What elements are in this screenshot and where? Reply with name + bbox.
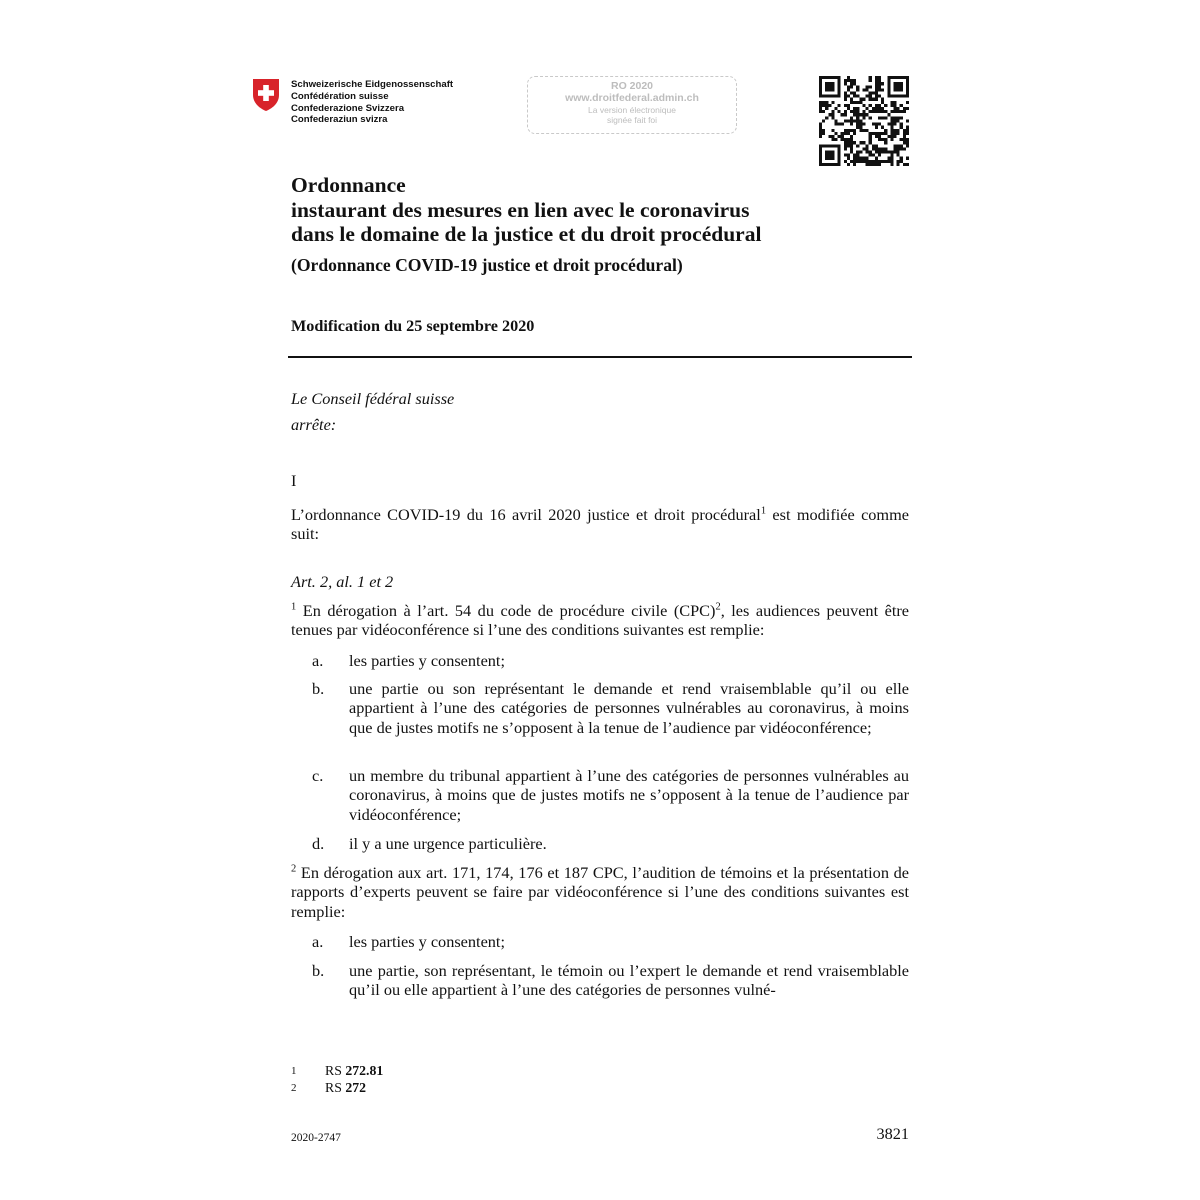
- list-text: les parties y consentent;: [349, 651, 505, 670]
- qr-code-icon: [819, 76, 909, 166]
- paragraph-text: En dérogation aux art. 171, 174, 176 et 187 CPC, l’audition de témoins et la présentation de rapports d’experts peuvent se faire par vidéoconférence si l’une des conditions suivantes est remplie:: [291, 863, 909, 921]
- preamble-authority: Le Conseil fédéral suisse: [291, 389, 455, 408]
- article-heading: Art. 2, al. 1 et 2: [291, 572, 394, 591]
- list-text: un membre du tribunal appartient à l’une des catégories de personnes vulnérables au coronavirus, à moins que de justes motifs ne s’opposent à la tenue de l’audience par vidéoconférence;: [349, 766, 909, 824]
- list-marker: d.: [312, 834, 325, 853]
- list-marker: b.: [312, 679, 325, 698]
- paragraph-1: [291, 601, 909, 640]
- document-title: [291, 173, 761, 247]
- confederation-name-fr: Confédération suisse: [291, 90, 389, 102]
- footnote-prefix: RS: [325, 1080, 346, 1095]
- list-marker: c.: [312, 766, 324, 785]
- intro-text: L’ordonnance COVID-19 du 16 avril 2020 justice et droit procédural: [291, 505, 761, 524]
- list-text: il y a une urgence particulière.: [349, 834, 547, 853]
- header-divider: [288, 356, 912, 358]
- confederation-name-de: Schweizerische Eidgenossenschaft: [291, 79, 454, 90]
- paragraph-number: 1: [291, 601, 297, 613]
- list-marker: b.: [312, 961, 325, 980]
- footnote-text: [325, 1063, 383, 1079]
- intro-text-end: est modifiée comme suit:: [291, 505, 909, 544]
- stamp-line-3: La version électronique: [588, 105, 676, 115]
- preamble: [291, 386, 454, 438]
- stamp-line-2: www.droitfederal.admin.ch: [565, 92, 699, 104]
- stamp-line-4: signée fait foi: [606, 115, 658, 125]
- footnote-number: 2: [291, 1082, 297, 1094]
- confederation-name-it: Confederazione Svizzera: [291, 102, 405, 114]
- list-marker: a.: [312, 932, 324, 951]
- swiss-coat-of-arms-icon: [252, 78, 280, 112]
- confederation-name-rm: Confederaziun svizra: [291, 114, 388, 126]
- list-item: [312, 651, 909, 670]
- list-text: une partie ou son représentant le demande et rend vraisemblable qu’il ou elle appartient à l’une des catégories de personnes vulnérables au coronavirus, à moins que de justes motifs ne s’opposent à la tenue de l’audience par vidéoconférence;: [349, 679, 909, 737]
- list-item: [312, 961, 909, 1000]
- footnote-reference: 272: [345, 1080, 367, 1095]
- confederation-names: [291, 79, 453, 126]
- footnote: [291, 1080, 366, 1096]
- footnote-number: 1: [291, 1065, 297, 1077]
- document-number: 2020-2747: [291, 1132, 341, 1144]
- paragraph-text-end: , les audiences peuvent être tenues par vidéoconférence si l’une des conditions suivantes est remplie:: [291, 601, 909, 640]
- list-marker: a.: [312, 651, 324, 670]
- short-title: (Ordonnance COVID-19 justice et droit procédural): [291, 255, 683, 275]
- footnote-reference: 272.81: [345, 1063, 384, 1078]
- list-text: une partie, son représentant, le témoin ou l’expert le demande et rend vraisemblable qu’il ou elle appartient à l’une des catégories de personnes vulné-: [349, 961, 909, 1000]
- list-item: [312, 834, 909, 853]
- footnote-text: [325, 1080, 366, 1096]
- list-item: [312, 932, 909, 951]
- list-item: [312, 766, 909, 824]
- preamble-decree: arrête:: [291, 415, 337, 434]
- footnote-ref: 2: [715, 601, 721, 613]
- paragraph-text: En dérogation à l’art. 54 du code de procédure civile (CPC): [296, 601, 716, 620]
- title-line-3: dans le domaine de la justice et du droit procédural: [291, 222, 762, 246]
- page-number: 3821: [876, 1124, 909, 1143]
- paragraph-number: 2: [291, 863, 297, 875]
- stamp-line-1: RO 2020: [610, 80, 654, 92]
- official-publication-stamp: [527, 76, 737, 134]
- intro-paragraph: [291, 505, 909, 544]
- title-line-1: Ordonnance: [291, 173, 406, 197]
- title-line-2: instaurant des mesures en lien avec le coronavirus: [291, 197, 750, 222]
- list-text: les parties y consentent;: [349, 932, 505, 951]
- footnote: [291, 1063, 383, 1079]
- paragraph-2: [291, 863, 909, 921]
- list-item: [312, 679, 909, 737]
- footnote-prefix: RS: [325, 1063, 346, 1078]
- section-numeral: I: [291, 471, 297, 490]
- modification-date: Modification du 25 septembre 2020: [291, 317, 535, 335]
- footnote-ref: 1: [760, 505, 767, 517]
